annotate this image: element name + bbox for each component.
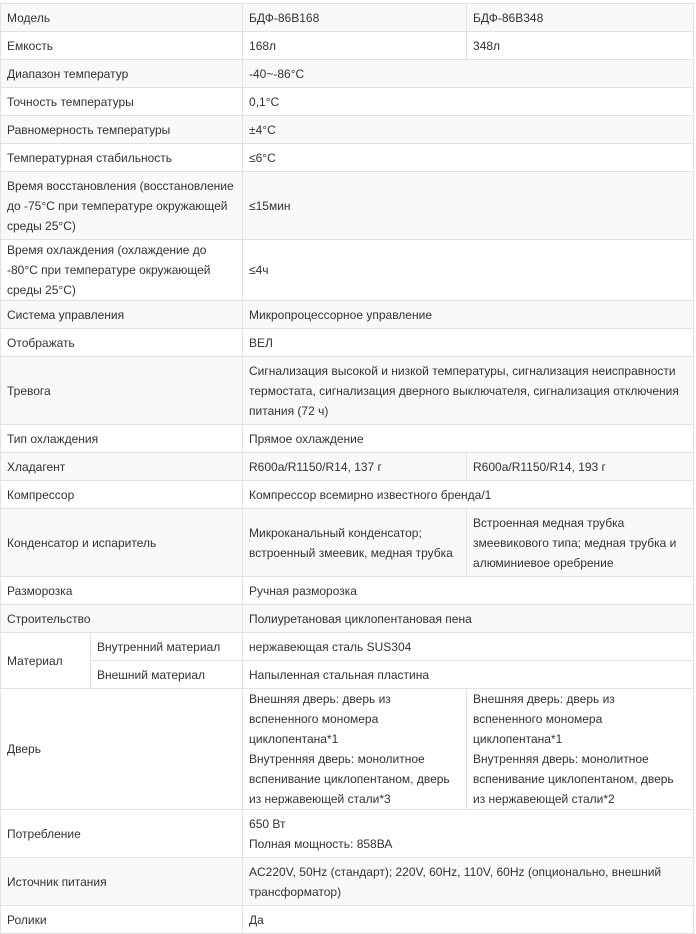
cell-value: Компрессор всемирно известного бренда/1	[243, 481, 694, 509]
cell-value: Прямое охлаждение	[243, 425, 694, 453]
row-label: Система управления	[1, 301, 243, 329]
row-label: Емкость	[1, 32, 243, 60]
inner-material-value: нержавеющая сталь SUS304	[243, 633, 694, 661]
table-row	[1, 577, 694, 605]
table-row	[1, 509, 694, 577]
cell-value: ±4°C	[243, 116, 694, 144]
cell-value: 168л	[243, 32, 467, 60]
table-row	[1, 661, 694, 689]
table-row	[1, 240, 694, 301]
row-label: Строительство	[1, 605, 243, 633]
table-row	[1, 88, 694, 116]
door-value: Внешняя дверь: дверь из вспененного мономера циклопентана*1 Внутренняя дверь: монолитное вспенивание циклопентаном, дверь из нержавеющей стали*3	[243, 689, 467, 810]
table-row	[1, 144, 694, 172]
casters-label: Ролики	[1, 906, 243, 934]
table-row	[1, 481, 694, 509]
cell-value: ≤4ч	[243, 240, 694, 301]
cell-value: R600a/R1150/R14, 137 г	[243, 453, 467, 481]
table-row	[1, 453, 694, 481]
table-row	[1, 116, 694, 144]
row-label: Время восстановления (восстановление до -75°C при температуре окружающей среды 25°C)	[1, 172, 243, 240]
door-label: Дверь	[1, 689, 243, 810]
row-label: Разморозка	[1, 577, 243, 605]
door-value: Внешняя дверь: дверь из вспененного мономера циклопентана*1 Внутренняя дверь: монолитное вспенивание циклопентаном, дверь из нержавеющей стали*2	[467, 689, 694, 810]
consumption-label: Потребление	[1, 810, 243, 858]
row-label: Равномерность температуры	[1, 116, 243, 144]
row-label: Тревога	[1, 357, 243, 425]
table-row	[1, 60, 694, 88]
row-label: Диапазон температур	[1, 60, 243, 88]
cell-value: ≤6°C	[243, 144, 694, 172]
table-row	[1, 329, 694, 357]
cell-value: БДФ-86В168	[243, 4, 467, 32]
outer-material-label: Внешний материал	[91, 661, 243, 689]
table-row	[1, 633, 694, 661]
table-row	[1, 858, 694, 906]
row-label: Время охлаждения (охлаждение до -80°C при температуре окружающей среды 25°C)	[1, 240, 243, 301]
cell-value: Сигнализация высокой и низкой температуры, сигнализация неисправности термостата, сигнализация дверного выключателя, сигнализация отключения питания (72 ч)	[243, 357, 694, 425]
table-row	[1, 4, 694, 32]
cell-value: Ручная разморозка	[243, 577, 694, 605]
row-label: Хладагент	[1, 453, 243, 481]
table-row	[1, 172, 694, 240]
cell-value: ВЕЛ	[243, 329, 694, 357]
cell-value: Полиуретановая циклопентановая пена	[243, 605, 694, 633]
row-label: Тип охлаждения	[1, 425, 243, 453]
table-row	[1, 810, 694, 858]
table-row	[1, 357, 694, 425]
table-row	[1, 605, 694, 633]
casters-value: Да	[243, 906, 694, 934]
power-value: AC220V, 50Hz (стандарт); 220V, 60Hz, 110V, 60Hz (опционально, внешний трансформатор)	[243, 858, 694, 906]
inner-material-label: Внутренний материал	[91, 633, 243, 661]
row-label: Точность температуры	[1, 88, 243, 116]
cell-value: БДФ-86В348	[467, 4, 694, 32]
power-label: Источник питания	[1, 858, 243, 906]
cell-value: 348л	[467, 32, 694, 60]
row-label: Конденсатор и испаритель	[1, 509, 243, 577]
cell-value: Микропроцессорное управление	[243, 301, 694, 329]
outer-material-value: Напыленная стальная пластина	[243, 661, 694, 689]
cell-value: R600a/R1150/R14, 193 г	[467, 453, 694, 481]
table-row	[1, 425, 694, 453]
spec-table	[0, 3, 694, 934]
row-label: Компрессор	[1, 481, 243, 509]
table-row	[1, 689, 694, 810]
row-label: Температурная стабильность	[1, 144, 243, 172]
table-row	[1, 301, 694, 329]
cell-value: ≤15мин	[243, 172, 694, 240]
material-label: Материал	[1, 633, 91, 689]
cell-value: Микроканальный конденсатор; встроенный змеевик, медная трубка	[243, 509, 467, 577]
cell-value: -40~-86°C	[243, 60, 694, 88]
cell-value: 0,1°C	[243, 88, 694, 116]
cell-value: Встроенная медная трубка змеевикового типа; медная трубка и алюминиевое оребрение	[467, 509, 694, 577]
row-label: Модель	[1, 4, 243, 32]
row-label: Отображать	[1, 329, 243, 357]
table-row	[1, 32, 694, 60]
table-row	[1, 906, 694, 934]
consumption-value: 650 Вт Полная мощность: 858ВА	[243, 810, 694, 858]
